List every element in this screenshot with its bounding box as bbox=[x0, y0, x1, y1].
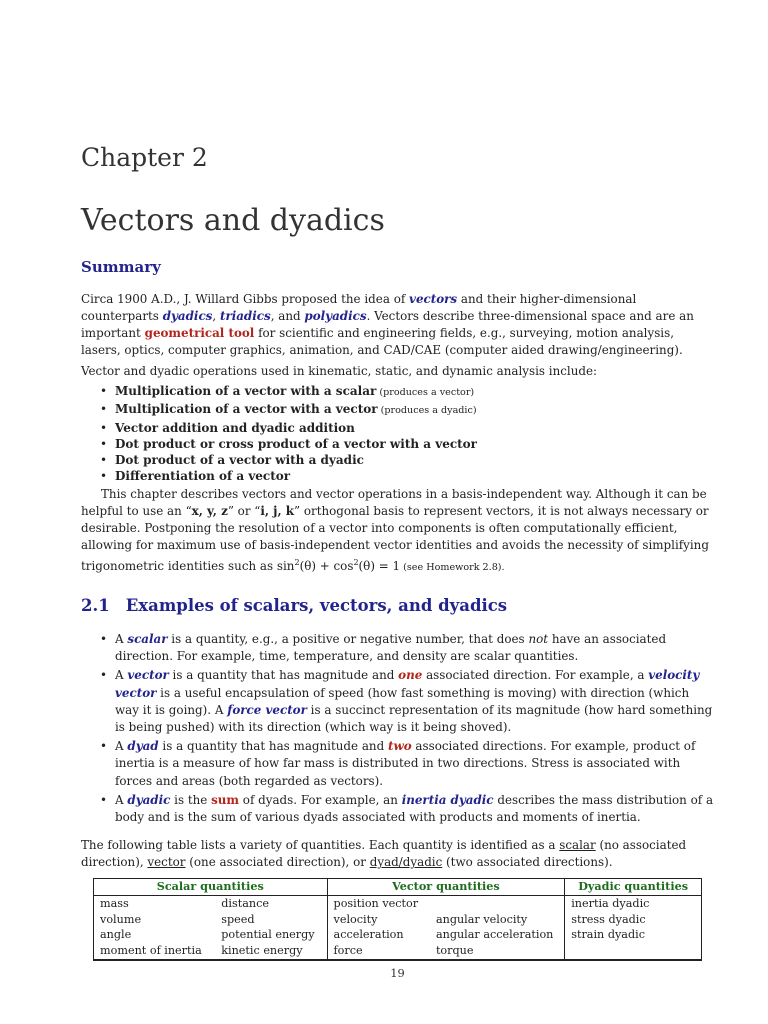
keyword-force-vector: force vector bbox=[227, 702, 307, 717]
keyword-sum: sum bbox=[211, 792, 240, 807]
keyword-polyadics: polyadics bbox=[304, 309, 367, 323]
table-cell: angular acceleration bbox=[430, 927, 565, 943]
example-dyadic bbox=[100, 792, 715, 827]
table-cell: inertia dyadic bbox=[565, 895, 702, 911]
table-row bbox=[94, 943, 702, 960]
bullet-icon: • bbox=[100, 668, 108, 683]
underlined-dyad-dyadic: dyad/dyadic bbox=[369, 855, 443, 869]
table-cell: volume bbox=[94, 912, 216, 928]
example-scalar bbox=[100, 631, 715, 666]
chapter-para-text-3: ” orthogonal basis to represent vectors, it is not always necessary or desirable. Postponing the resolution of a vector into components is often computationally efficient, allowing for maximum use of basis-independent vector identities and avoids the necessity of simplifying trigonometric identities such as bbox=[81, 504, 709, 573]
trig-part-2: (θ) = 1 bbox=[358, 558, 401, 573]
keyword-vectors: vectors bbox=[409, 292, 458, 306]
bullet-icon: • bbox=[100, 420, 108, 435]
bullet-icon: • bbox=[100, 469, 108, 484]
table-row bbox=[94, 895, 702, 911]
example-text: is a quantity, e.g., a positive or negative number, that does bbox=[167, 632, 529, 646]
example-text: is the bbox=[170, 792, 212, 807]
quantities-table bbox=[93, 878, 702, 961]
header-dyadic-quantities: Dyadic quantities bbox=[565, 879, 702, 896]
operation-text: Multiplication of a vector with a scalar bbox=[115, 384, 377, 398]
example-text: A bbox=[115, 739, 128, 754]
bullet-icon: • bbox=[100, 436, 108, 451]
operations-list bbox=[100, 383, 715, 485]
header-scalar-quantities: Scalar quantities bbox=[94, 879, 328, 896]
operation-item bbox=[100, 436, 715, 452]
bullet-icon: • bbox=[100, 792, 108, 807]
operation-item bbox=[100, 383, 715, 401]
table-cell: stress dyadic bbox=[565, 912, 702, 928]
table-cell bbox=[430, 895, 565, 911]
emphasis-not: not bbox=[528, 632, 549, 646]
table-cell: torque bbox=[430, 943, 565, 960]
example-text: associated direction. For example, a bbox=[422, 668, 649, 683]
table-intro-text: (one associated direction), or bbox=[185, 855, 370, 869]
keyword-dyad: dyad bbox=[127, 739, 159, 754]
keyword-velocity-vector: velocity vector bbox=[115, 668, 700, 700]
keyword-dyadic: dyadic bbox=[127, 792, 171, 807]
sin-label: sin bbox=[276, 558, 295, 573]
keyword-vector: vector bbox=[127, 668, 169, 683]
section-title: Examples of scalars, vectors, and dyadics bbox=[125, 596, 508, 615]
underlined-vector: vector bbox=[147, 855, 186, 869]
table-intro-text: (no associated direction), bbox=[81, 838, 687, 869]
bullet-icon: • bbox=[100, 384, 108, 398]
intro-text-5: . Vectors describe three-dimensional space and are an important bbox=[81, 309, 694, 340]
table-cell: acceleration bbox=[333, 928, 404, 942]
section-heading bbox=[81, 596, 507, 615]
table-cell: potential energy bbox=[215, 927, 327, 943]
basis-xyz: x, y, z bbox=[191, 504, 228, 518]
homework-reference: (see Homework 2.8). bbox=[400, 561, 505, 573]
operation-item bbox=[100, 468, 715, 484]
example-text: is a succinct representation of its magnitude (how hard something is being pushed) with its direction (which way is it being shoved). bbox=[115, 702, 713, 735]
intro-text-4: , and bbox=[270, 309, 305, 323]
operation-item bbox=[100, 401, 715, 419]
operation-text: Dot product or cross product of a vector with a vector bbox=[115, 436, 478, 451]
table-row bbox=[94, 927, 702, 943]
trig-identity bbox=[277, 559, 400, 573]
operation-note: (produces a vector) bbox=[376, 387, 475, 398]
example-dyad bbox=[100, 738, 715, 790]
bullet-icon: • bbox=[100, 453, 108, 468]
bullet-icon: • bbox=[100, 402, 108, 417]
table-cell: speed bbox=[215, 912, 327, 928]
bullet-icon: • bbox=[100, 632, 108, 646]
table-cell: angle bbox=[94, 927, 216, 943]
operation-text: Multiplication of a vector with a vector bbox=[115, 402, 378, 417]
table-cell: mass bbox=[94, 895, 216, 911]
intro-text-3: , bbox=[212, 309, 220, 323]
table-cell: kinetic energy bbox=[215, 943, 327, 960]
keyword-dyadics: dyadics bbox=[162, 309, 213, 323]
example-text: describes the mass distribution of a body and is the sum of various dyads associated with products and moments of inertia. bbox=[115, 792, 714, 825]
table-cell: force bbox=[327, 943, 430, 960]
section-number: 2.1 bbox=[81, 596, 110, 615]
keyword-geometrical-tool: geometrical tool bbox=[144, 326, 255, 340]
example-vector bbox=[100, 667, 715, 736]
example-text: have an associated direction. For example, time, temperature, and density are scalar quantities. bbox=[115, 632, 667, 664]
table-header-row bbox=[94, 879, 702, 896]
header-vector-quantities: Vector quantities bbox=[327, 879, 565, 896]
superscript-2: 2 bbox=[294, 558, 300, 567]
keyword-scalar: scalar bbox=[127, 632, 168, 646]
table-cell bbox=[565, 943, 702, 960]
operation-item bbox=[100, 420, 715, 436]
operation-text: Differentiation of a vector bbox=[115, 469, 291, 484]
superscript-2: 2 bbox=[353, 558, 359, 567]
table-cell: velocity bbox=[333, 912, 378, 926]
operations-intro: Vector and dyadic operations used in kinematic, static, and dynamic analysis include: bbox=[81, 364, 598, 378]
keyword-one: one bbox=[398, 668, 423, 683]
keyword-inertia-dyadic: inertia dyadic bbox=[401, 792, 494, 807]
operation-note: (produces a dyadic) bbox=[377, 405, 477, 417]
operation-text: Vector addition and dyadic addition bbox=[115, 420, 355, 435]
keyword-two: two bbox=[387, 739, 412, 754]
chapter-description-paragraph bbox=[81, 486, 715, 576]
table-intro-paragraph bbox=[81, 837, 715, 871]
examples-list bbox=[100, 631, 715, 828]
operation-item bbox=[100, 452, 715, 468]
table-intro-text: The following table lists a variety of quantities. Each quantity is identified as a bbox=[81, 838, 560, 852]
intro-text-1: Circa 1900 A.D., J. Willard Gibbs proposed the idea of bbox=[81, 292, 410, 306]
underlined-scalar: scalar bbox=[559, 838, 596, 852]
example-text: is a quantity that has magnitude and bbox=[158, 739, 388, 754]
table-cell: distance bbox=[215, 895, 327, 911]
chapter-label: Chapter 2 bbox=[81, 143, 208, 172]
table-cell: position vector bbox=[333, 896, 419, 910]
table-intro-text: (two associated directions). bbox=[442, 855, 613, 869]
example-text: of dyads. For example, an bbox=[239, 792, 402, 807]
keyword-triadics: triadics bbox=[219, 309, 271, 323]
example-text: A bbox=[115, 632, 128, 646]
example-text: associated directions. For example, product of inertia is a measure of how far mass is distributed in two directions. Stress is associated with forces and areas (both regarded as vectors). bbox=[115, 739, 696, 788]
chapter-para-text-1: This chapter describes vectors and vector operations in a basis-independent way. Although it can be helpful to use an “ bbox=[81, 487, 707, 518]
table-cell: moment of inertia bbox=[94, 943, 216, 960]
operation-text: Dot product of a vector with a dyadic bbox=[115, 453, 364, 468]
chapter-title: Vectors and dyadics bbox=[81, 203, 385, 238]
example-text: A bbox=[115, 792, 128, 807]
example-text: A bbox=[115, 668, 128, 683]
trig-part-1: (θ) + cos bbox=[299, 558, 354, 573]
table-cell: angular velocity bbox=[430, 912, 565, 928]
page-number: 19 bbox=[390, 966, 405, 980]
summary-heading: Summary bbox=[81, 258, 161, 276]
intro-text-6: for scientific and engineering fields, e.g., surveying, motion analysis, lasers, optics, computer graphics, animation, and CAD/CAE (computer aided drawing/engineering). bbox=[81, 326, 683, 357]
chapter-para-text-2: ” or “ bbox=[227, 504, 261, 518]
example-text: is a quantity that has magnitude and bbox=[168, 668, 399, 683]
basis-ijk: i, j, k bbox=[260, 504, 295, 518]
table-cell: strain dyadic bbox=[565, 927, 702, 943]
table-row bbox=[94, 912, 702, 928]
summary-intro-paragraph bbox=[81, 291, 715, 359]
example-text: is a useful encapsulation of speed (how fast something is moving) with direction (which way it is going). A bbox=[115, 685, 690, 717]
intro-text-2: and their higher-dimensional counterparts bbox=[81, 292, 637, 323]
bullet-icon: • bbox=[100, 739, 108, 754]
